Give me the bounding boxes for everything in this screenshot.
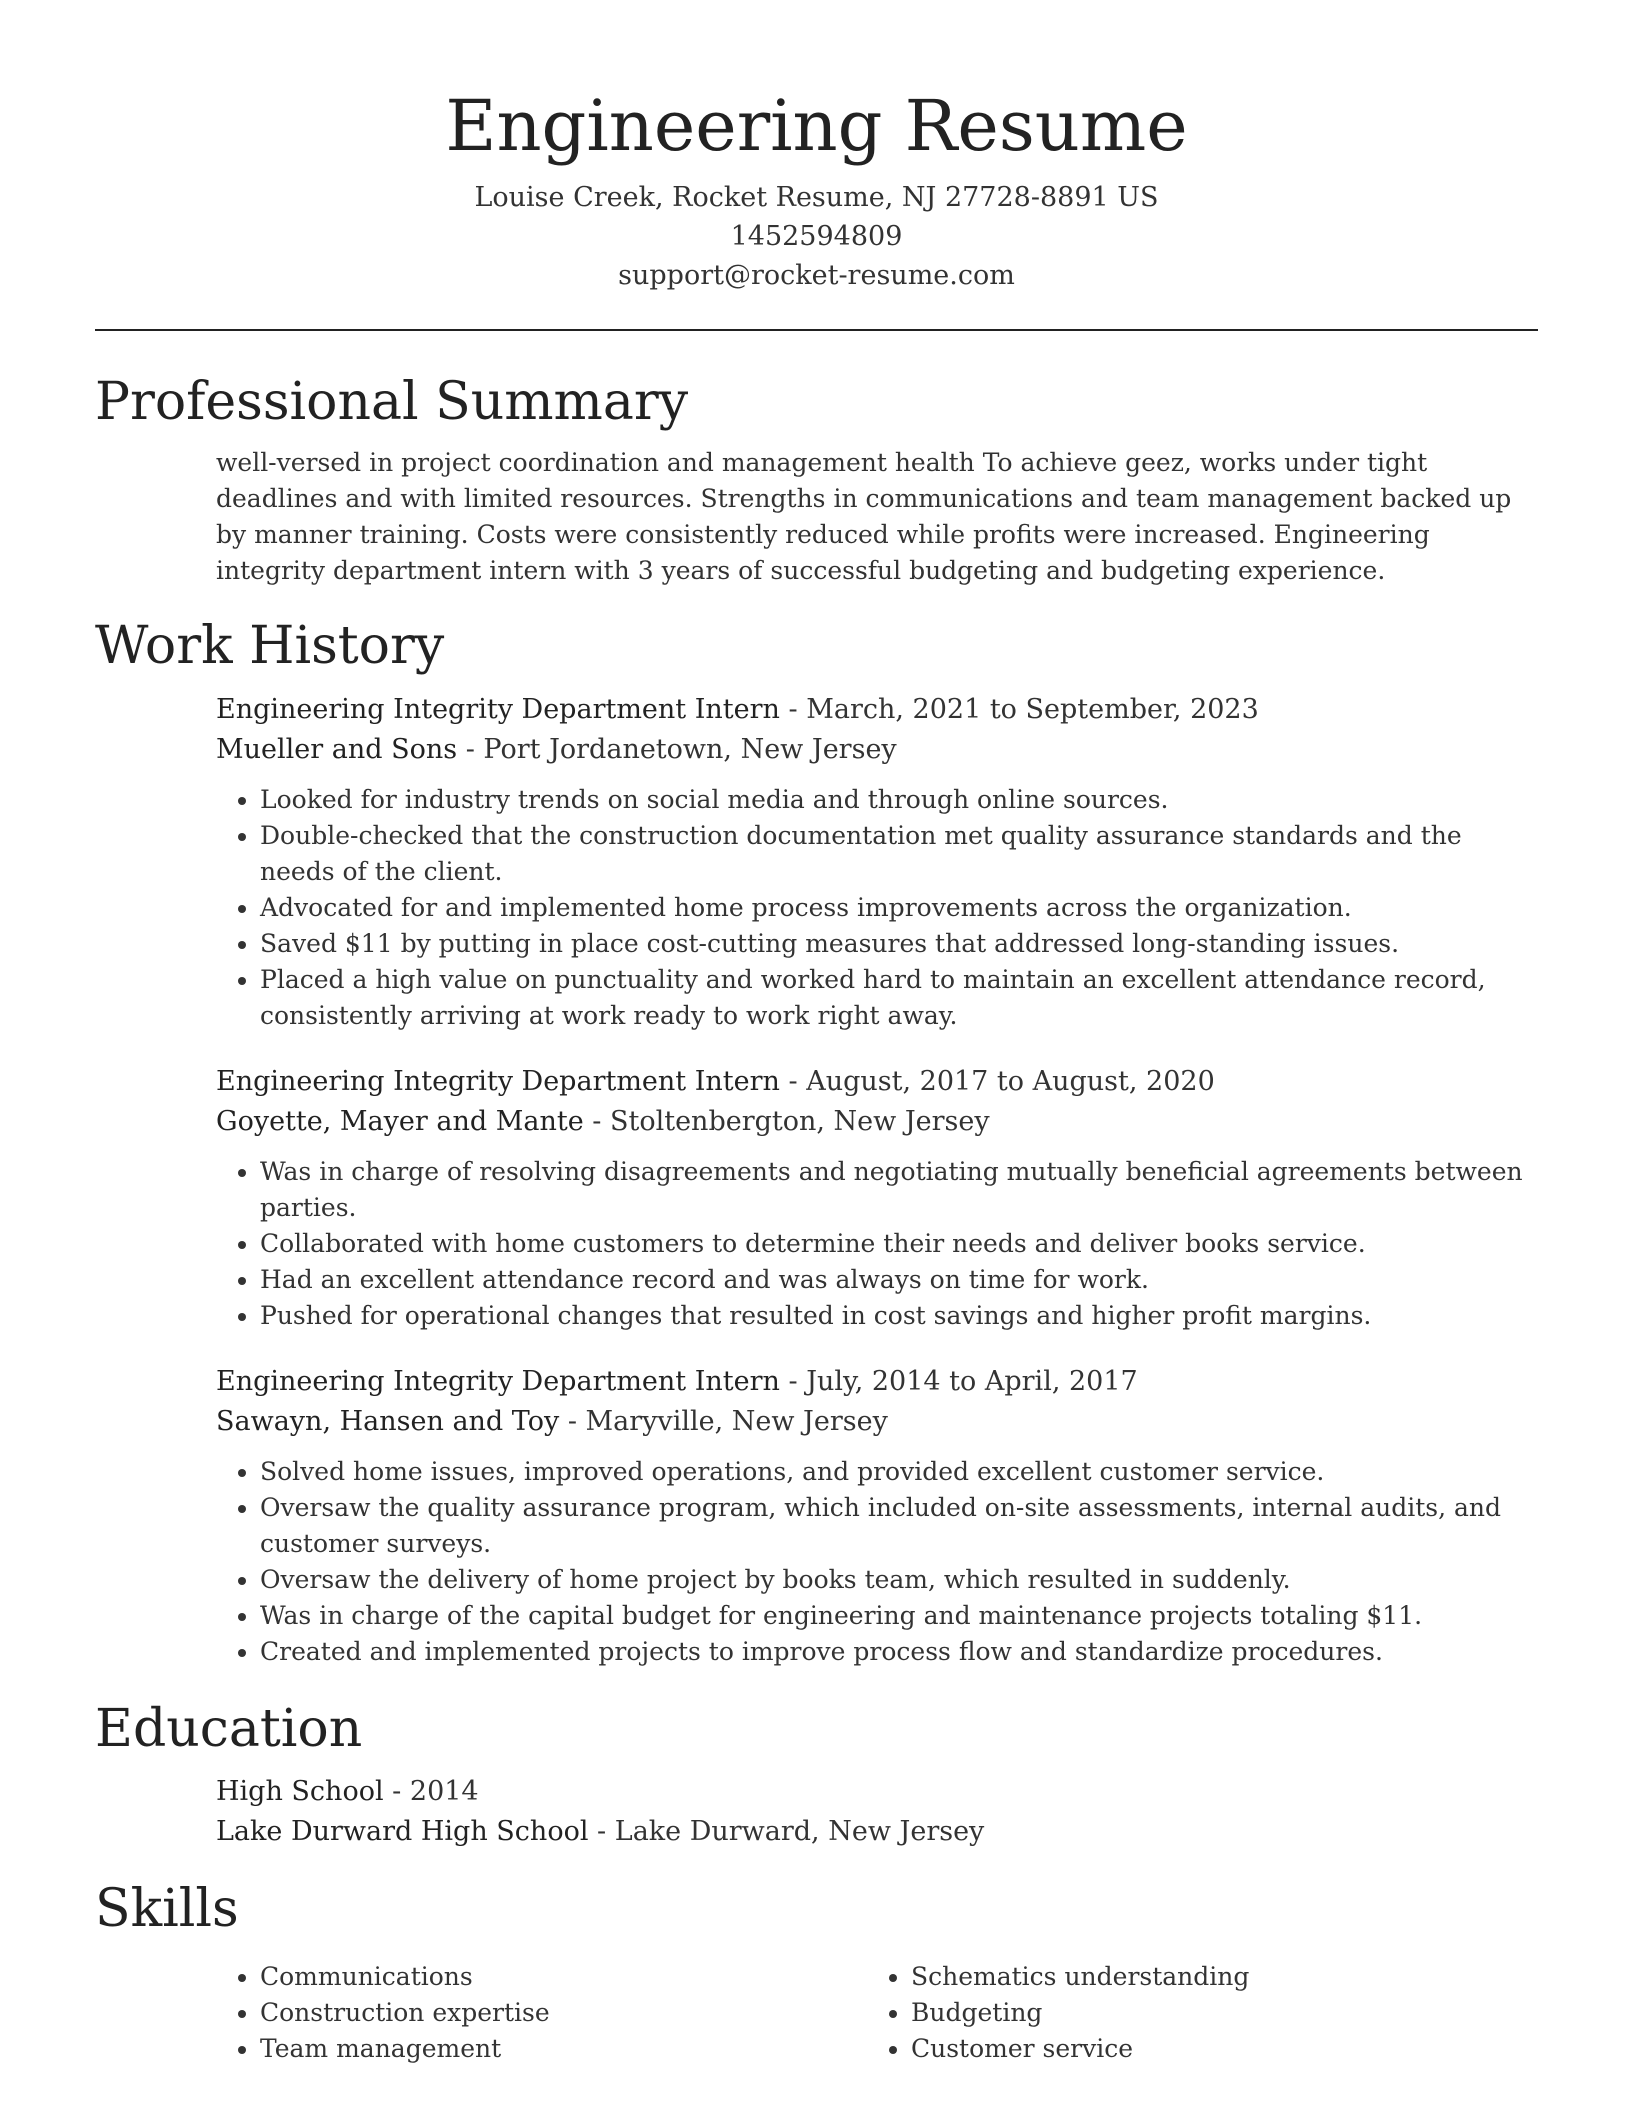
job-company: Mueller and Sons xyxy=(216,733,458,765)
skill-item: • Schematics understanding xyxy=(911,1959,1518,1995)
skill-item: • Team management xyxy=(260,2031,867,2067)
skills-grid xyxy=(216,1959,1538,2067)
job-dates: August, 2017 to August, 2020 xyxy=(806,1065,1215,1097)
job-dates: July, 2014 to April, 2017 xyxy=(806,1365,1138,1397)
job-dates: March, 2021 to September, 2023 xyxy=(806,693,1259,725)
job-title-line: Engineering Integrity Department Intern - July, 2014 to April, 2017 xyxy=(216,1365,1138,1397)
summary-heading: Professional Summary xyxy=(95,372,689,432)
job-role: Engineering Integrity Department Intern xyxy=(216,693,780,725)
skills-list-right xyxy=(867,1959,1518,2067)
resume-header xyxy=(95,0,1538,295)
resume-title: Engineering Resume xyxy=(445,85,1188,167)
job-location: Stoltenbergton, New Jersey xyxy=(609,1105,990,1137)
job-bullet: • Created and implemented projects to improve process flow and standardize procedures. xyxy=(260,1634,1538,1670)
job-company-line: Sawayn, Hansen and Toy - Maryville, New Jersey xyxy=(216,1405,888,1437)
job-bullet: • Had an excellent attendance record and was always on time for work. xyxy=(260,1262,1538,1298)
contact-email: support@rocket-resume.com xyxy=(618,260,1015,291)
education-body xyxy=(216,1772,1538,1852)
job-entry xyxy=(216,1362,1538,1670)
summary-section xyxy=(95,371,1538,589)
job-company-line: Mueller and Sons - Port Jordanetown, New Jersey xyxy=(216,733,897,765)
skill-item: • Customer service xyxy=(911,2031,1518,2067)
job-bullet: • Oversaw the delivery of home project by books team, which resulted in suddenly. xyxy=(260,1562,1538,1598)
work-history-heading: Work History xyxy=(95,616,445,677)
job-bullet: • Solved home issues, improved operations, and provided excellent customer service. xyxy=(260,1454,1538,1490)
header-divider xyxy=(95,329,1538,331)
job-title-line: Engineering Integrity Department Intern - August, 2017 to August, 2020 xyxy=(216,1065,1215,1097)
job-company-line: Goyette, Mayer and Mante - Stoltenbergton, New Jersey xyxy=(216,1105,990,1137)
skill-item: • Budgeting xyxy=(911,1995,1518,2031)
education-year: 2014 xyxy=(409,1776,479,1808)
education-section xyxy=(95,1698,1538,1852)
job-bullet: • Placed a high value on punctuality and worked hard to maintain an excellent attendance record, consistently arriving at work ready to work right away. xyxy=(260,962,1538,1034)
education-location: Lake Durward, New Jersey xyxy=(614,1816,985,1848)
job-bullet: • Oversaw the quality assurance program, which included on-site assessments, internal audits, and customer surveys. xyxy=(260,1490,1538,1562)
education-degree: High School xyxy=(216,1776,384,1808)
job-bullet: • Saved $11 by putting in place cost-cutting measures that addressed long-standing issues. xyxy=(260,926,1538,962)
resume-page xyxy=(95,0,1538,2067)
skills-heading: Skills xyxy=(95,1879,239,1940)
contact-address: Louise Creek, Rocket Resume, NJ 27728-8891 US xyxy=(474,182,1159,213)
job-bullets xyxy=(216,1454,1538,1670)
job-bullet: • Advocated for and implemented home process improvements across the organization. xyxy=(260,890,1538,926)
job-bullet: • Was in charge of the capital budget for engineering and maintenance projects totaling $11. xyxy=(260,1598,1538,1634)
job-location: Maryville, New Jersey xyxy=(585,1405,888,1437)
job-title-line: Engineering Integrity Department Intern - March, 2021 to September, 2023 xyxy=(216,693,1259,725)
job-bullets xyxy=(216,782,1538,1034)
job-role: Engineering Integrity Department Intern xyxy=(216,1365,780,1397)
job-bullet: • Pushed for operational changes that resulted in cost savings and higher profit margins. xyxy=(260,1298,1538,1334)
education-school-line: Lake Durward High School - Lake Durward, New Jersey xyxy=(216,1816,985,1848)
education-school: Lake Durward High School xyxy=(216,1816,589,1848)
jobs-list xyxy=(216,690,1538,1670)
job-company: Goyette, Mayer and Mante xyxy=(216,1105,584,1137)
education-heading: Education xyxy=(95,1698,363,1759)
job-bullet: • Was in charge of resolving disagreements and negotiating mutually beneficial agreements between parties. xyxy=(260,1154,1538,1226)
job-company: Sawayn, Hansen and Toy xyxy=(216,1405,560,1437)
contact-block xyxy=(95,178,1538,295)
skills-list-left xyxy=(216,1959,867,2067)
education-degree-line: High School - 2014 xyxy=(216,1776,479,1808)
job-bullet: • Looked for industry trends on social media and through online sources. xyxy=(260,782,1538,818)
work-history-section xyxy=(95,615,1538,1669)
summary-body xyxy=(216,445,1538,589)
skills-section xyxy=(95,1878,1538,2066)
summary-text: well-versed in project coordination and management health To achieve geez, works under tight deadlines and with limited resources. Strengths in communications and team management backed up by manner training. Costs were consistently reduced while profits were increased. Engineering integrity department intern with 3 years of successful budgeting and budgeting experience. xyxy=(216,448,1512,586)
job-role: Engineering Integrity Department Intern xyxy=(216,1065,780,1097)
job-bullet: • Collaborated with home customers to determine their needs and deliver books service. xyxy=(260,1226,1538,1262)
job-entry xyxy=(216,690,1538,1034)
skill-item: • Construction expertise xyxy=(260,1995,867,2031)
job-entry xyxy=(216,1062,1538,1334)
job-bullets xyxy=(216,1154,1538,1334)
skill-item: • Communications xyxy=(260,1959,867,1995)
job-location: Port Jordanetown, New Jersey xyxy=(483,733,897,765)
contact-phone: 1452594809 xyxy=(730,221,903,252)
job-bullet: • Double-checked that the construction documentation met quality assurance standards and the needs of the client. xyxy=(260,818,1538,890)
